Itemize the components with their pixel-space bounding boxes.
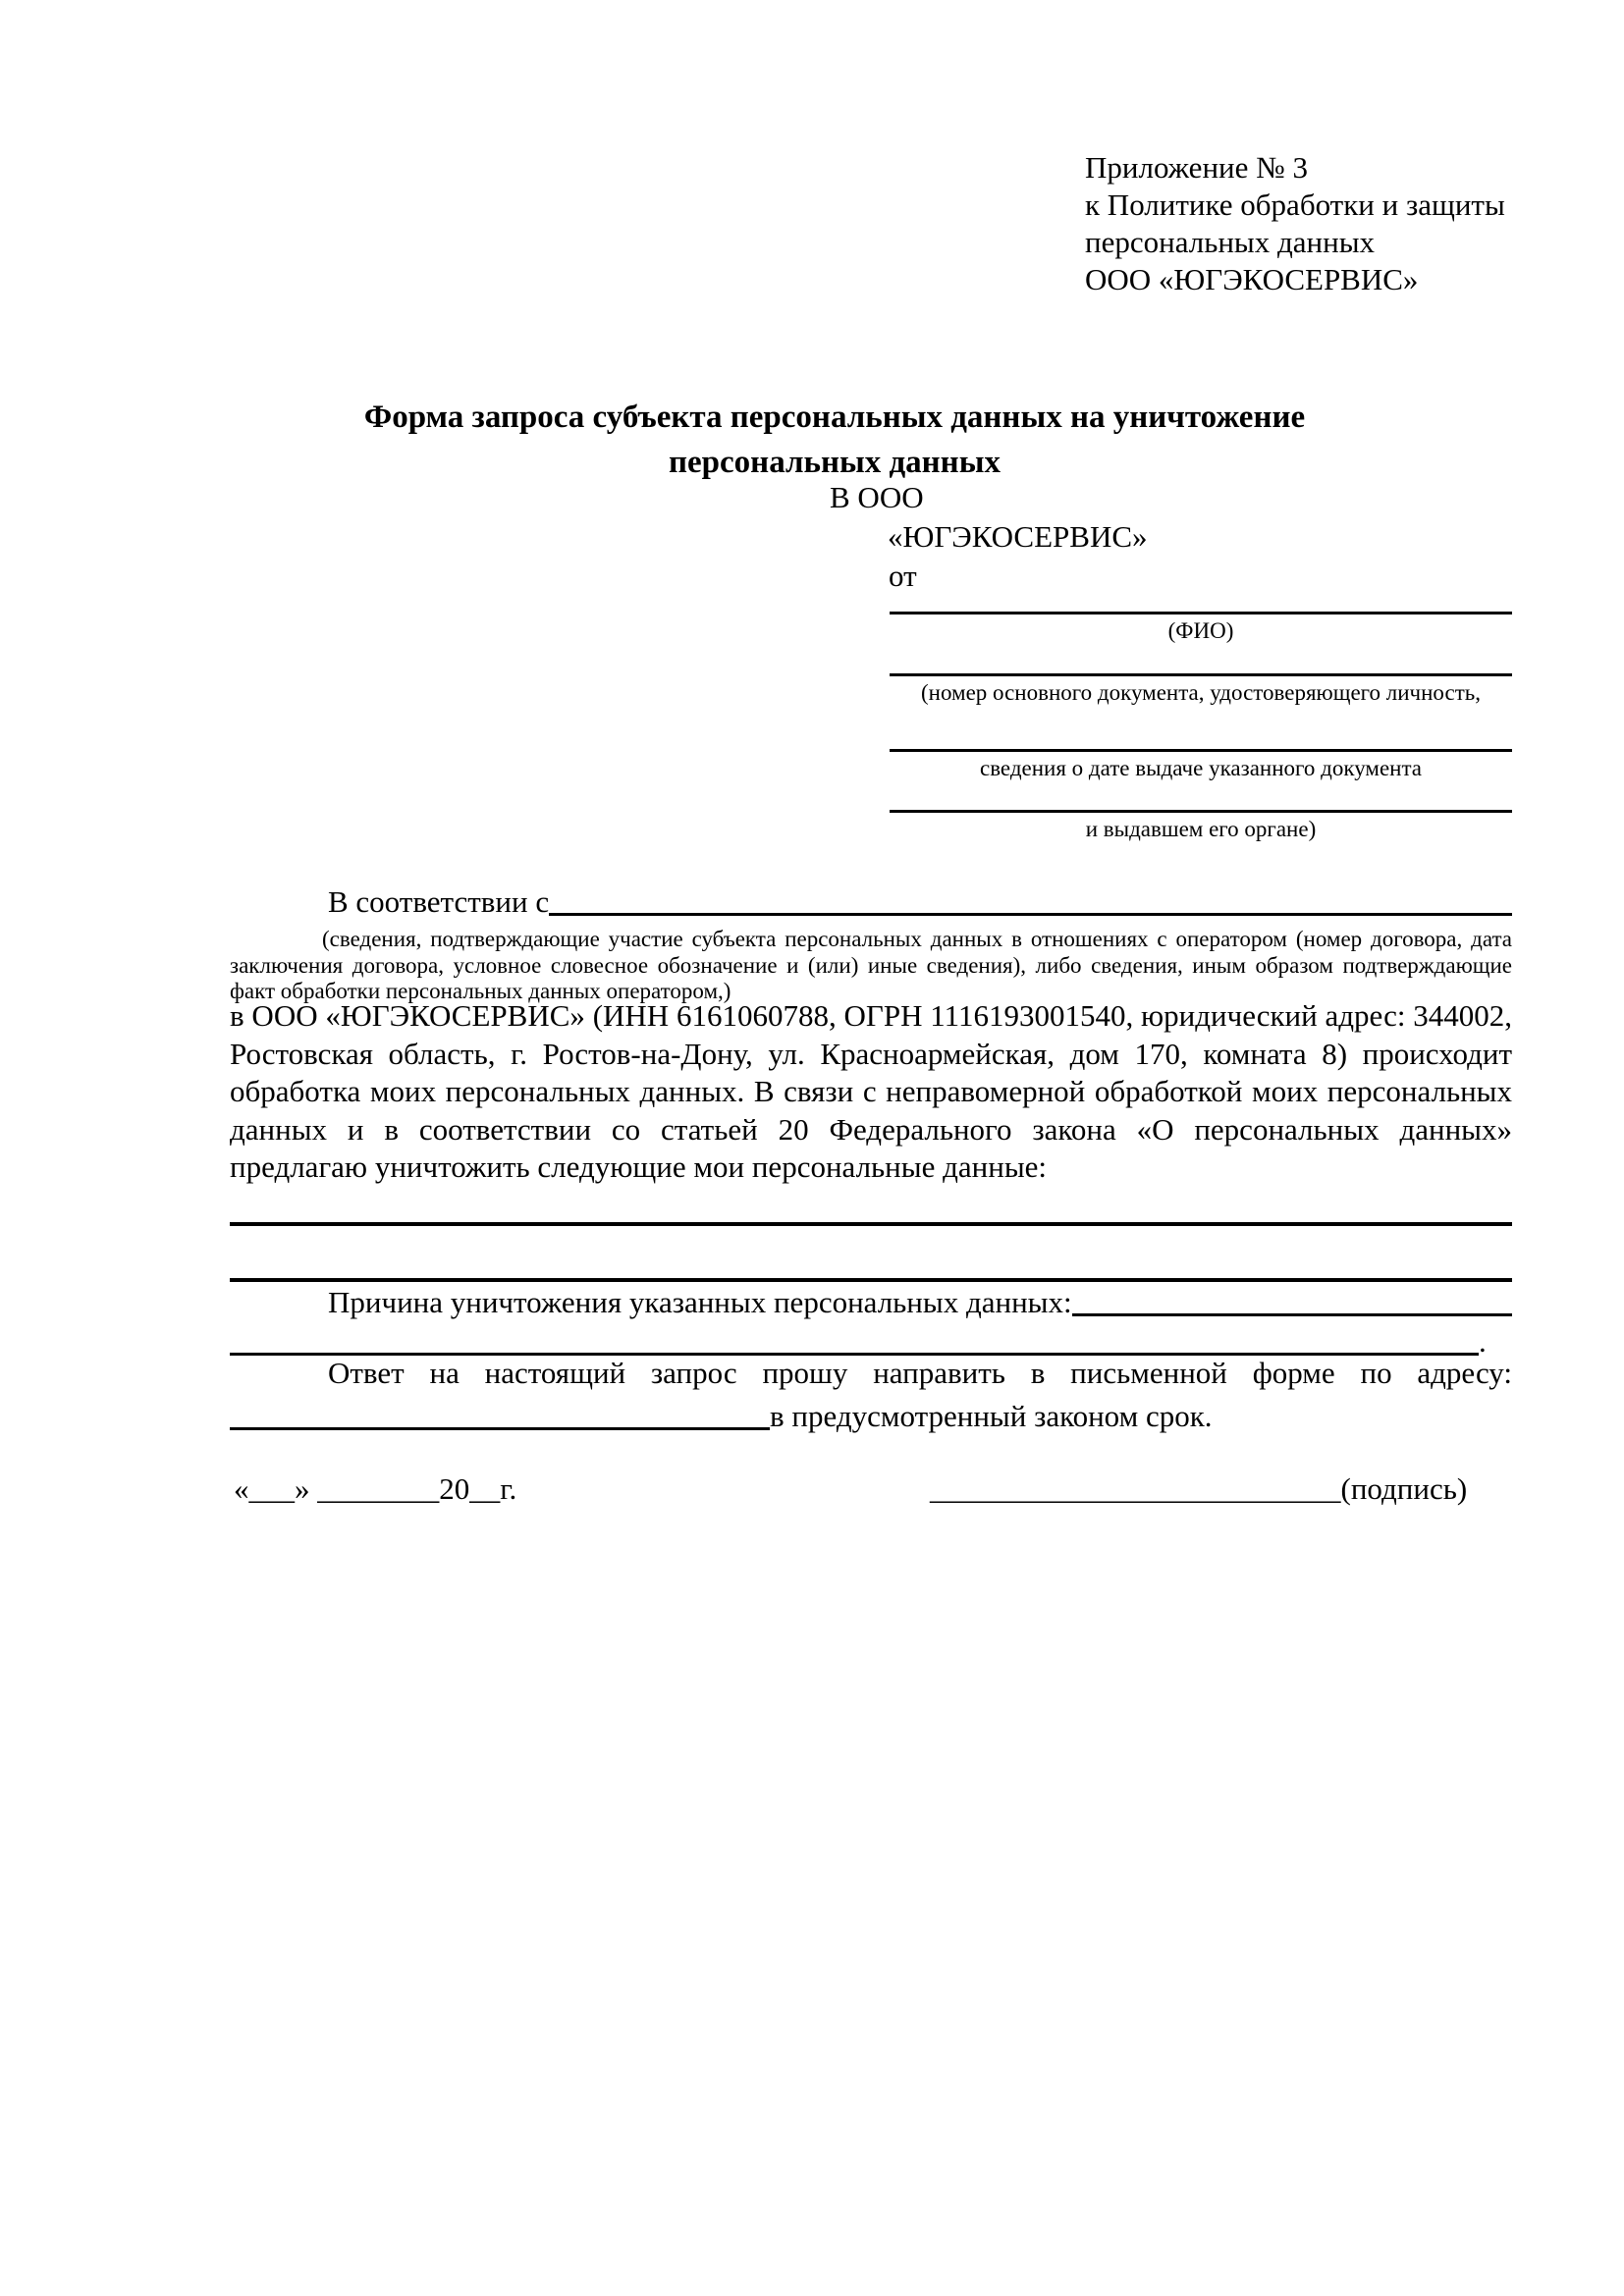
addressee-to: В ООО <box>830 480 924 514</box>
title-line-2: персональных данных <box>669 445 1001 480</box>
doc-authority-caption: и выдавшем его органе) <box>1085 817 1317 841</box>
reason-label: Причина уничтожения указанных персональных данных: <box>328 1285 1072 1319</box>
reason-row <box>328 1284 1512 1321</box>
header-block <box>1085 149 1505 298</box>
accordance-lead: В соответствии с <box>328 884 550 919</box>
header-line: персональных данных <box>1085 225 1376 259</box>
header-line: ООО «ЮГЭКОСЕРВИС» <box>1085 262 1419 296</box>
reason-blank-line <box>1072 1313 1512 1316</box>
signature-block <box>930 1470 1467 1508</box>
doc-number-caption: (номер основного документа, удостоверяющего личность, <box>920 680 1481 705</box>
accordance-row <box>328 883 1512 921</box>
personal-data-blank-line-1 <box>230 1222 1512 1226</box>
fio-caption: (ФИО) <box>1167 618 1234 643</box>
page-title <box>230 395 1439 485</box>
personal-data-blank-line-2 <box>230 1278 1512 1282</box>
doc-authority-blank-line <box>890 810 1512 842</box>
doc-number-blank-line <box>890 673 1512 706</box>
signature-caption: (подпись) <box>1340 1471 1468 1506</box>
reply-address-row <box>230 1398 1512 1435</box>
doc-issue-date-blank-line <box>890 749 1512 781</box>
addressee-from: от <box>889 559 917 593</box>
addressee-org: «ЮГЭКОСЕРВИС» <box>888 519 1148 554</box>
reply-suffix: в предусмотренный законом срок. <box>770 1399 1213 1433</box>
reply-request-line: Ответ на настоящий запрос прошу направить в письменной форме по адресу: <box>328 1356 1512 1390</box>
date-field: «___» ________20__г. <box>234 1471 517 1506</box>
header-line: Приложение № 3 <box>1085 150 1308 185</box>
accordance-note: (сведения, подтверждающие участие субъекта персональных данных в отношениях с оператором (номер договора, дата заключения договора, условное словесное обозначение и (или) иные сведения), либо сведения, иным образом подтверждающие факт обработки персональных данных оператором,) <box>230 927 1512 1003</box>
reason-period: . <box>1479 1324 1487 1359</box>
accordance-blank-line <box>549 913 1512 916</box>
doc-issue-date-caption: сведения о дате выдаче указанного документа <box>979 756 1423 780</box>
reply-address-blank-line <box>230 1427 770 1430</box>
signature-blank-line: ___________________________ <box>930 1471 1341 1506</box>
title-line-1: Форма запроса субъекта персональных данных на уничтожение <box>363 400 1306 435</box>
body-paragraph: в ООО «ЮГЭКОСЕРВИС» (ИНН 6161060788, ОГРН 1116193001540, юридический адрес: 344002, Ростовская область, г. Ростов-на-Дону, ул. Красноармейская, дом 170, комната 8) происходит обработка моих персональных данных. В связи с неправомерной обработкой моих персональных данных и в соответствии со статьей 20 Федерального закона «О персональных данных» предлагаю уничтожить следующие мои персональные данные: <box>230 998 1512 1185</box>
header-line: к Политике обработки и защиты <box>1085 187 1505 222</box>
fio-blank-line <box>890 612 1512 644</box>
